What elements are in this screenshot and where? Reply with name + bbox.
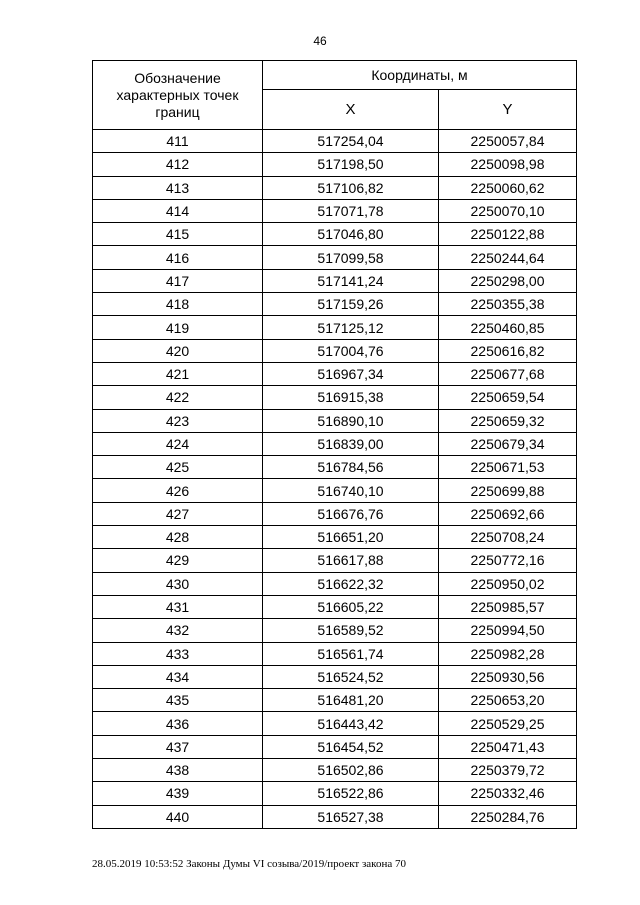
point-cell: 415 [93,223,263,246]
x-cell: 516740,10 [263,479,439,502]
table-row [93,199,577,222]
table-row [93,316,577,339]
table-row [93,479,577,502]
table-row [93,339,577,362]
x-cell: 517071,78 [263,199,439,222]
point-cell: 421 [93,362,263,385]
point-cell: 419 [93,316,263,339]
page-number: 46 [313,34,327,48]
point-cell: 429 [93,549,263,572]
table-row [93,572,577,595]
point-cell: 439 [93,782,263,805]
point-cell: 436 [93,712,263,735]
x-cell: 517099,58 [263,246,439,269]
y-cell: 2250692,66 [439,502,577,525]
point-cell: 428 [93,526,263,549]
table-row [93,130,577,153]
y-cell: 2250460,85 [439,316,577,339]
table-row [93,595,577,618]
point-cell: 430 [93,572,263,595]
point-cell: 412 [93,153,263,176]
header-coordinates: Координаты, м [263,61,577,90]
x-cell: 516915,38 [263,386,439,409]
x-cell: 516524,52 [263,665,439,688]
x-cell: 516561,74 [263,642,439,665]
y-cell: 2250471,43 [439,735,577,758]
table-row [93,619,577,642]
y-cell: 2250699,88 [439,479,577,502]
table-row [93,549,577,572]
point-cell: 432 [93,619,263,642]
y-cell: 2250098,98 [439,153,577,176]
x-cell: 516443,42 [263,712,439,735]
y-cell: 2250659,32 [439,409,577,432]
table-row [93,456,577,479]
point-cell: 427 [93,502,263,525]
y-cell: 2250671,53 [439,456,577,479]
header-y: Y [439,90,577,130]
y-cell: 2250985,57 [439,595,577,618]
y-cell: 2250057,84 [439,130,577,153]
y-cell: 2250772,16 [439,549,577,572]
x-cell: 517141,24 [263,269,439,292]
x-cell: 516481,20 [263,689,439,712]
table-row [93,176,577,199]
table-row [93,246,577,269]
x-cell: 517125,12 [263,316,439,339]
table-row [93,502,577,525]
point-cell: 423 [93,409,263,432]
x-cell: 516651,20 [263,526,439,549]
point-cell: 420 [93,339,263,362]
point-cell: 431 [93,595,263,618]
table-row [93,409,577,432]
y-cell: 2250950,02 [439,572,577,595]
table-row [93,665,577,688]
table-row [93,362,577,385]
point-cell: 440 [93,805,263,828]
x-cell: 516622,32 [263,572,439,595]
point-cell: 435 [93,689,263,712]
point-cell: 411 [93,130,263,153]
table-row [93,642,577,665]
point-cell: 414 [93,199,263,222]
x-cell: 516967,34 [263,362,439,385]
table-row [93,759,577,782]
y-cell: 2250284,76 [439,805,577,828]
y-cell: 2250332,46 [439,782,577,805]
table-row [93,269,577,292]
x-cell: 516784,56 [263,456,439,479]
y-cell: 2250679,34 [439,432,577,455]
y-cell: 2250298,00 [439,269,577,292]
y-cell: 2250244,64 [439,246,577,269]
x-cell: 516605,22 [263,595,439,618]
y-cell: 2250070,10 [439,199,577,222]
table-row [93,782,577,805]
x-cell: 517198,50 [263,153,439,176]
point-cell: 425 [93,456,263,479]
header-points: Обозначение характерных точек границ [93,61,263,130]
point-cell: 437 [93,735,263,758]
point-cell: 413 [93,176,263,199]
table-header [93,61,577,130]
point-cell: 417 [93,269,263,292]
table-row [93,293,577,316]
table-row [93,153,577,176]
x-cell: 517254,04 [263,130,439,153]
y-cell: 2250355,38 [439,293,577,316]
y-cell: 2250659,54 [439,386,577,409]
table-body [93,130,577,829]
x-cell: 516890,10 [263,409,439,432]
header-x: X [263,90,439,130]
point-cell: 416 [93,246,263,269]
table-row [93,526,577,549]
x-cell: 516527,38 [263,805,439,828]
table-row [93,689,577,712]
footer-stamp: 28.05.2019 10:53:52 Законы Думы VI созыва/2019/проект закона 70 [92,858,406,870]
x-cell: 517106,82 [263,176,439,199]
x-cell: 517004,76 [263,339,439,362]
y-cell: 2250529,25 [439,712,577,735]
table-row [93,805,577,828]
x-cell: 516522,86 [263,782,439,805]
point-cell: 422 [93,386,263,409]
x-cell: 516454,52 [263,735,439,758]
y-cell: 2250994,50 [439,619,577,642]
x-cell: 517046,80 [263,223,439,246]
point-cell: 433 [93,642,263,665]
point-cell: 424 [93,432,263,455]
x-cell: 517159,26 [263,293,439,316]
coordinates-table [92,60,577,829]
y-cell: 2250677,68 [439,362,577,385]
point-cell: 438 [93,759,263,782]
y-cell: 2250060,62 [439,176,577,199]
table-row [93,735,577,758]
x-cell: 516676,76 [263,502,439,525]
table-row [93,432,577,455]
y-cell: 2250616,82 [439,339,577,362]
table-row [93,712,577,735]
point-cell: 418 [93,293,263,316]
y-cell: 2250708,24 [439,526,577,549]
x-cell: 516617,88 [263,549,439,572]
x-cell: 516502,86 [263,759,439,782]
y-cell: 2250379,72 [439,759,577,782]
y-cell: 2250930,56 [439,665,577,688]
point-cell: 434 [93,665,263,688]
table-row [93,386,577,409]
y-cell: 2250122,88 [439,223,577,246]
x-cell: 516589,52 [263,619,439,642]
y-cell: 2250982,28 [439,642,577,665]
point-cell: 426 [93,479,263,502]
x-cell: 516839,00 [263,432,439,455]
table-row [93,223,577,246]
y-cell: 2250653,20 [439,689,577,712]
